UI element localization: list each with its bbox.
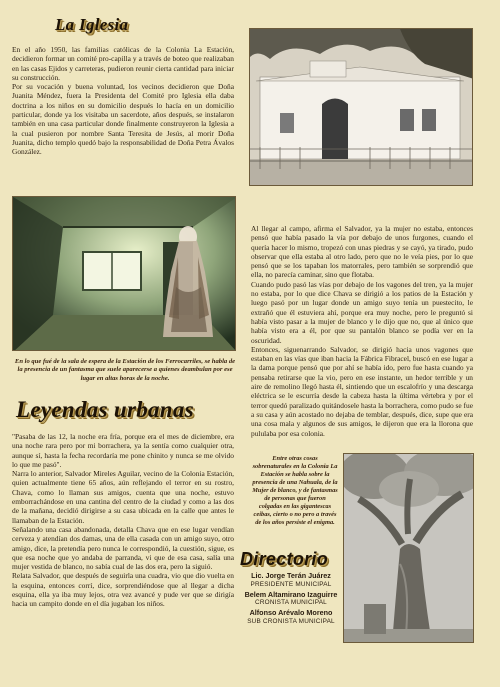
ceiba-tree-illustration <box>344 454 474 643</box>
story-paragraph-2: Narra lo anterior, Salvador Mireles Aguilar, vecino de la Colonia Estación, quien actualmente tiene 65 años, aún reflejando el terror en su rostro, Chava, como lo llaman sus amigos, cuenta que una noche, estuvo emborrachándose en una cantina del centro de la ciudad y como a las dos de la mañana, decidió dirigirse a su casa ubicada en la calle que antes le llamaban de la Estación. <box>12 469 234 525</box>
leyendas-text <box>12 432 234 609</box>
directorio-name: Lic. Jorge Terán Juárez <box>251 571 331 580</box>
directorio-name: Belem Altamirano Izaguirre <box>244 589 338 599</box>
iglesia-paragraph-1: En el año 1950, las familias católicas de la Colonia La Estación, decidieron formar un comité pro-capilla y a través de boteo que realizaban en las casas Ejidos y carreteras, pudieron reunir cierta cantidad para iniciar su construcción. <box>12 45 234 82</box>
leyendas-title: Leyendas urbanas <box>16 397 194 422</box>
iglesia-paragraph-2: Por su vocación y buena voluntad, los vecinos decidieron que Doña Juanita Méndez, fuera la Presidenta del Comité pro Iglesia ella daba doctrina a los niños en su domicilio después lo hacía en un domicilio particular, donde ya los visitaba un sacerdote, años después, se instalaron también en una casa particular donde finalmente construyeron la Iglesia a la cual pusieron por nombre Santa Teresita de Jesús, al morir Doña Juanita, dicho templo quedó bajo la responsabilidad de Doña Petra Ávalos González. <box>12 82 234 157</box>
directorio-name: Alfonso Arévalo Moreno <box>249 608 333 617</box>
iglesia-text <box>12 45 234 157</box>
story-paragraph-4: Relata Salvador, que después de seguirla una cuadra, vio que dio vuelta en la esquina, entonces corrí, dice, sorprendiéndose que al llegar a dicha esquina, ella ya iba muy lejos, otra vez avancé y pude ver que se dirigía hacia un campito donde en el día jugaban los niños. <box>12 571 234 609</box>
directorio-entry <box>232 609 350 626</box>
story-paragraph-1: "Pasaba de las 12, la noche era fría, porque era el mes de diciembre, era una noche rara pero por mi borrachera, ya la sentía como cualquier otra, aunque sí, hasta la fecha recordaría me pone chinito y nunca se me olvido lo que me pasó". <box>12 432 234 469</box>
story-paragraph-3: Señalando una casa abandonada, detalla Chava que en ese lugar vendían cerveza y atendían dos damas, una de ella casada con un amigo suyo, otro amigo, dice, la pretendía pero nunca le correspondió, la cuestión, sigue, es que esa noche que yo andaba de parranda, vi que de esa casa, salía una mujer vestida de blanco, no sabía cual de las dos era, pero la siguió. <box>12 524 234 572</box>
directorio-entry <box>232 572 350 589</box>
church-photo <box>249 28 473 186</box>
directorio-title: Directorio <box>240 549 329 569</box>
waiting-room-illustration <box>13 197 236 351</box>
directorio-role: PRESIDENTE MUNICIPAL <box>250 580 332 588</box>
directorio-entry <box>232 591 350 608</box>
iglesia-title: La Iglesia <box>55 15 129 34</box>
church-illustration <box>250 29 473 186</box>
ghost-photo-caption: En lo que fué de la sala de espera de la Estación de los Ferrocarriles, se habla de la presencia de un fantasma que suele aparecerse a quienes deambulan por ese lugar en altas horas de la noche. <box>14 358 236 382</box>
directorio-list <box>232 572 350 628</box>
ghost-waiting-room-photo <box>12 196 236 351</box>
story-paragraph-6: Cuando pudo pasó las vías por debajo de los vagones del tren, ya la mujer no estaba, por lo que dice Chava se dirigió a los patios de la Estación y luego pasó por un lugar donde un amigo suyo tenía un puestecito, le extrañó que él estuviera ahí, porque era muy noche, pero le preguntó si había visto pasar a la mujer de blanco y le dijo que no, que al único que había visto era a él, por que su pantalón blanco se podía ver en la oscuridad. <box>251 279 473 345</box>
directorio-role: CRONISTA MUNICIPAL <box>255 599 327 606</box>
ceiba-tree-photo <box>343 453 474 643</box>
story-paragraph-7: Entonces, siguenarrando Salvador, se dirigió hacia unos vagones que estaban en las vías que iban hacia la Fábrica Fibracel, buscó en ese lugar a la dama porque pensó que por ahí se había ido, pero fue hasta cuando ya pensaba retirarse que la vio, pero en ese instante, un hedor terrible y un aire de remolino llegó hasta él, sintiendo que un escalofrío y una descarga eléctrica se le escurría desde la cabeza hasta la última vértebra y por el terror quedó paralizado quitándosele hasta la borrachera, como pudo se fue a su casa y aún acostado no dejaba de temblar, después, dice, supe que era una cosa mala y algunos de sus amigos, le dijeron que era la llorona que pululaba por esa colonia. <box>251 344 473 438</box>
directorio-role: SUB CRONISTA MUNICIPAL <box>247 617 335 625</box>
tree-caption: Entre otras cosas sobrenaturales en la Colonia La Estación se habla sobre la presencia de una Nahuala, de la Mujer de blanco, y de fantasmas de personas que fueron colgadas en las gigantescas ceibas, cierto o no pero a través de los años persiste el enigma. <box>252 455 338 526</box>
story-paragraph-5: Al llegar al campo, afirma el Salvador, ya la mujer no estaba, entonces pensó que había pasado la vía por debajo de unos furgones, cuando el quería hacer lo mismo, tropezó con unas piedras y se cayó, ya tirado, pudo observar que ella estaba al otro lado, pero que no le veía pies, por lo que pensó que se los tapaban los matorrales, pero también se sorprendió que ella, no parecía caminar, sino que flotaba. <box>251 224 473 280</box>
right-column-text <box>251 224 473 438</box>
